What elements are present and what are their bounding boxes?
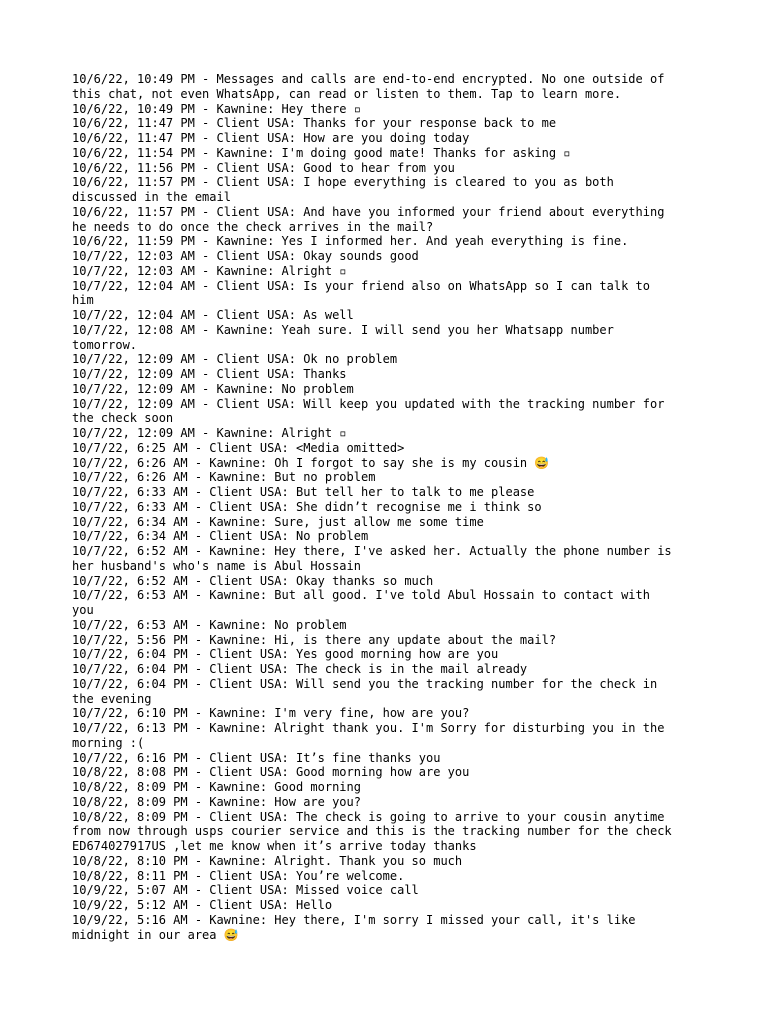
chat-message: 10/7/22, 12:09 AM - Kawnine: Alright ▫	[72, 426, 347, 440]
chat-message: 10/7/22, 12:09 AM - Client USA: Thanks	[72, 367, 347, 381]
chat-message: 10/7/22, 6:34 AM - Client USA: No problem	[72, 529, 369, 544]
chat-message: 10/7/22, 12:09 AM - Kawnine: No problem	[72, 381, 354, 396]
chat-message: 10/7/22, 12:03 AM - Kawnine: Alright ▫	[72, 263, 347, 278]
chat-message: 10/7/22, 6:34 AM - Kawnine: Sure, just allow me some time	[72, 514, 484, 529]
chat-message: 10/7/22, 6:04 PM - Client USA: Yes good morning how are you	[72, 647, 499, 662]
chat-message: 10/8/22, 8:09 PM - Client USA: The check is going to arrive to your cousin anytime from now through usps courier service and this is the tracking number for the check ED674027917US ,let me know when it’s arrive today thanks	[72, 809, 672, 853]
chat-message: 10/7/22, 6:10 PM - Kawnine: I'm very fine, how are you?	[72, 706, 470, 721]
chat-message: 10/7/22, 6:52 AM - Client USA: Okay thanks so much	[72, 573, 434, 588]
chat-message: 10/7/22, 5:56 PM - Kawnine: Hi, is there any update about the mail?	[72, 632, 557, 647]
chat-message: 10/6/22, 11:54 PM - Kawnine: I'm doing good mate! Thanks for asking ▫	[72, 145, 571, 160]
chat-message: 10/9/22, 5:12 AM - Client USA: Hello	[72, 898, 333, 912]
chat-message: 10/7/22, 6:26 AM - Kawnine: But no problem	[72, 470, 376, 485]
chat-message: 10/8/22, 8:11 PM - Client USA: You’re welcome.	[72, 868, 405, 883]
chat-message: 10/7/22, 6:26 AM - Kawnine: Oh I forgot to say she is my cousin 😅	[72, 455, 550, 470]
chat-message: 10/8/22, 8:08 PM - Client USA: Good morning how are you	[72, 765, 470, 780]
chat-message: 10/6/22, 11:47 PM - Client USA: Thanks for your response back to me	[72, 116, 557, 131]
chat-message: 10/7/22, 6:33 AM - Client USA: But tell her to talk to me please	[72, 485, 535, 499]
chat-message: 10/7/22, 6:04 PM - Client USA: The check is in the mail already	[72, 662, 528, 676]
chat-message: 10/6/22, 11:57 PM - Client USA: I hope everything is cleared to you as both discussed in the email	[72, 175, 614, 204]
chat-message: 10/6/22, 11:59 PM - Kawnine: Yes I informed her. And yeah everything is fine.	[72, 234, 629, 249]
chat-message: 10/8/22, 8:10 PM - Kawnine: Alright. Thank you so much	[72, 853, 463, 868]
chat-message: 10/8/22, 8:09 PM - Kawnine: How are you?	[72, 794, 361, 809]
chat-message: 10/7/22, 12:09 AM - Client USA: Will keep you updated with the tracking number for the check soon	[72, 396, 665, 426]
chat-message: 10/7/22, 12:08 AM - Kawnine: Yeah sure. I will send you her Whatsapp number tomorrow.	[72, 322, 614, 352]
chat-message: 10/6/22, 11:47 PM - Client USA: How are you doing today	[72, 131, 470, 145]
chat-message: 10/7/22, 6:52 AM - Kawnine: Hey there, I've asked her. Actually the phone number is her husband's who's name is Abul Hossain	[72, 544, 672, 573]
chat-message: 10/7/22, 6:16 PM - Client USA: It’s fine thanks you	[72, 750, 441, 765]
chat-message: 10/7/22, 12:04 AM - Client USA: As well	[72, 308, 354, 322]
chat-log	[72, 72, 712, 942]
chat-message: 10/7/22, 6:13 PM - Kawnine: Alright thank you. I'm Sorry for disturbing you in the morning :(	[72, 721, 665, 750]
chat-message: 10/7/22, 6:53 AM - Kawnine: No problem	[72, 617, 347, 632]
chat-message: 10/8/22, 8:09 PM - Kawnine: Good morning	[72, 780, 361, 794]
chat-message: 10/7/22, 6:04 PM - Client USA: Will send you the tracking number for the check in the evening	[72, 676, 658, 706]
chat-message: 10/7/22, 6:53 AM - Kawnine: But all good. I've told Abul Hossain to contact with you	[72, 588, 650, 617]
chat-message: 10/7/22, 12:03 AM - Client USA: Okay sounds good	[72, 249, 419, 263]
chat-message: 10/9/22, 5:07 AM - Client USA: Missed voice call	[72, 883, 419, 898]
chat-message: 10/7/22, 12:04 AM - Client USA: Is your friend also on WhatsApp so I can talk to him	[72, 278, 650, 308]
chat-message: 10/7/22, 6:25 AM - Client USA: <Media omitted>	[72, 440, 405, 455]
chat-message: 10/7/22, 12:09 AM - Client USA: Ok no problem	[72, 352, 398, 367]
chat-message: 10/6/22, 11:56 PM - Client USA: Good to hear from you	[72, 160, 455, 175]
chat-message: 10/7/22, 6:33 AM - Client USA: She didn’t recognise me i think so	[72, 499, 542, 514]
chat-message: 10/6/22, 11:57 PM - Client USA: And have you informed your friend about everything he needs to do once the check arrives in the mail?	[72, 204, 665, 234]
chat-message: 10/9/22, 5:16 AM - Kawnine: Hey there, I'm sorry I missed your call, it's like midnight in our area 😅	[72, 912, 636, 942]
chat-message: 10/6/22, 10:49 PM - Kawnine: Hey there ▫	[72, 101, 361, 116]
chat-message: 10/6/22, 10:49 PM - Messages and calls are end-to-end encrypted. No one outside of this chat, not even WhatsApp, can read or listen to them. Tap to learn more.	[72, 72, 665, 101]
